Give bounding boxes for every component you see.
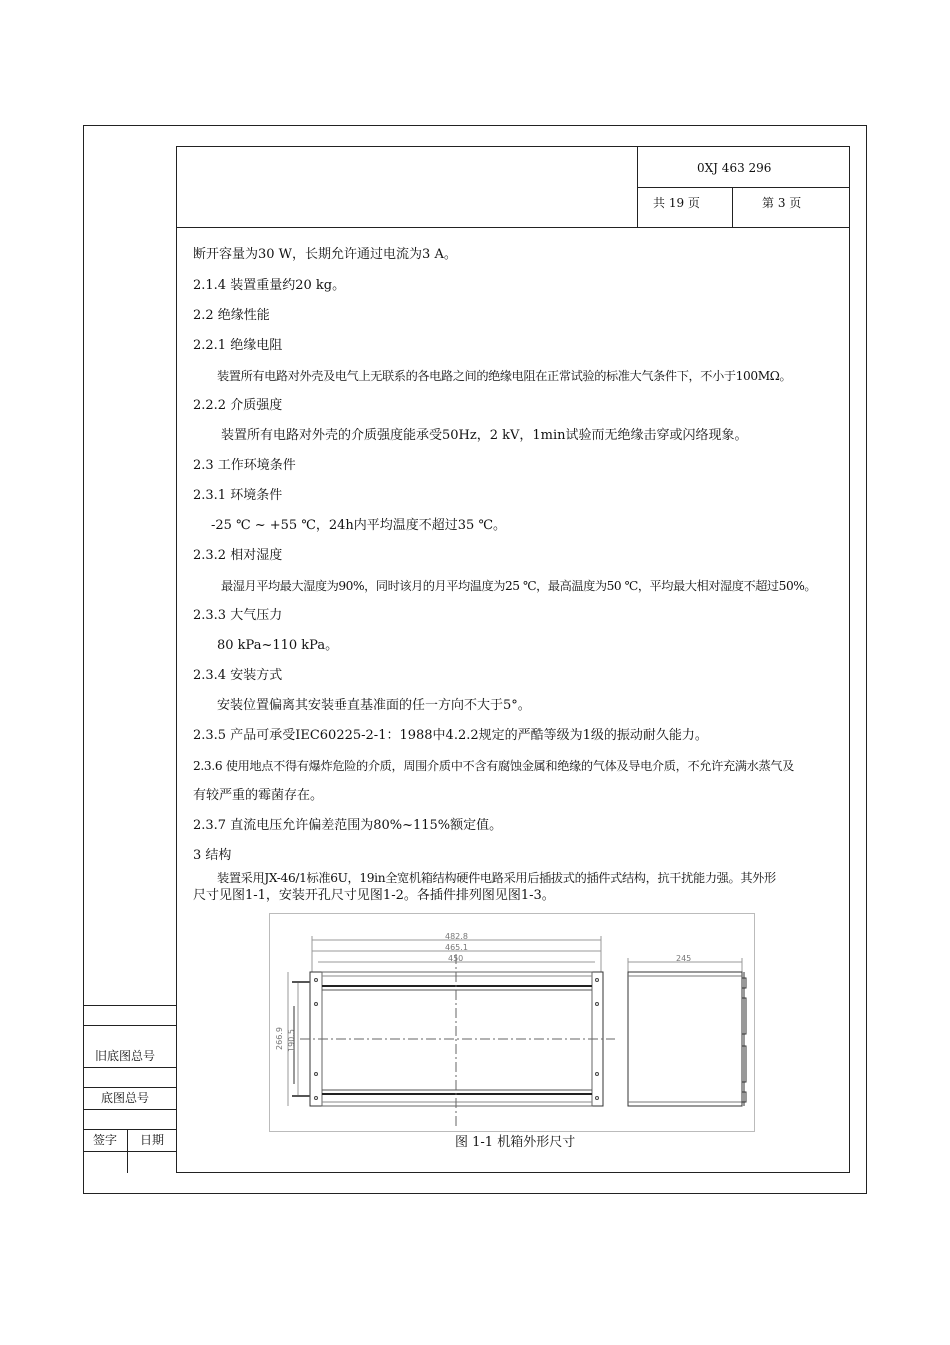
text-line: 断开容量为30 W，长期允许通过电流为3 A。: [193, 247, 457, 262]
text-line: 最湿月平均最大湿度为90%，同时该月的月平均温度为25 ℃，最高温度为50 ℃，平均最大相对湿度不超过50%。: [221, 579, 817, 593]
side-row-line: [83, 1005, 176, 1006]
text-line: 装置所有电路对外壳的介质强度能承受50Hz，2 kV，1min试验而无绝缘击穿或闪络现象。: [221, 428, 748, 443]
side-col-line: [127, 1129, 128, 1173]
dim-label: 190.5: [286, 1029, 296, 1052]
section-heading: 2.3.3 大气压力: [193, 608, 283, 623]
dim-label: 482.8: [445, 932, 468, 941]
side-row-line: [83, 1151, 176, 1152]
section-heading: 2.3.2 相对湿度: [193, 548, 283, 563]
figure-box: [269, 913, 755, 1132]
side-row-line: [83, 1067, 176, 1068]
signature-label: 签字: [93, 1133, 118, 1147]
section-heading: 2.3.4 安装方式: [193, 668, 283, 683]
text-line: 2.3.7 直流电压允许偏差范围为80%~115%额定值。: [193, 818, 503, 833]
text-line: 有较严重的霉菌存在。: [193, 788, 324, 803]
section-heading: 2.2.2 介质强度: [193, 398, 283, 413]
section-heading: 2.2.1 绝缘电阻: [193, 338, 283, 353]
section-heading: 2.3.1 环境条件: [193, 488, 283, 503]
text-line: 2.1.4 装置重量约20 kg。: [193, 278, 346, 293]
doc-code: 0XJ 463 296: [697, 161, 772, 175]
current-page: 第 3 页: [762, 196, 802, 210]
total-pages: 共 19 页: [653, 196, 700, 210]
figure-caption: 图 1-1 机箱外形尺寸: [455, 1135, 576, 1150]
dim-label: 465.1: [445, 943, 468, 952]
section-heading: 3 结构: [193, 848, 232, 863]
header-page-divider: [732, 187, 733, 227]
base-total-label: 底图总号: [101, 1091, 150, 1105]
dim-label: 245: [676, 954, 692, 963]
text-line: 安装位置偏离其安装垂直基准面的任一方向不大于5°。: [217, 698, 531, 713]
side-row-line: [83, 1129, 176, 1130]
side-row-line: [83, 1109, 176, 1110]
text-line: 装置所有电路对外壳及电气上无联系的各电路之间的绝缘电阻在正常试验的标准大气条件下，不小于100MΩ。: [217, 369, 792, 383]
text-line: 80 kPa~110 kPa。: [217, 638, 339, 653]
section-heading: 2.2 绝缘性能: [193, 308, 270, 323]
dim-label: 450: [448, 954, 464, 963]
text-line: -25 ℃ ~ +55 ℃，24h内平均温度不超过35 ℃。: [211, 518, 507, 533]
dim-label: 266.9: [274, 1027, 284, 1050]
old-base-total-label: 旧底图总号: [95, 1049, 156, 1063]
text-line: 尺寸见图1-1，安装开孔尺寸见图1-2。各插件排列图见图1-3。: [193, 888, 555, 903]
side-row-line: [83, 1025, 176, 1026]
date-label: 日期: [140, 1133, 165, 1147]
side-row-line: [83, 1087, 176, 1088]
text-line: 装置采用JX-46/1标准6U，19in全宽机箱结构硬件电路采用后插拔式的插件式结构，抗干扰能力强。其外形: [217, 871, 776, 885]
text-line: 2.3.5 产品可承受IEC60225-2-1：1988中4.2.2规定的严酷等级为1级的振动耐久能力。: [193, 728, 708, 743]
header-mid-line: [637, 187, 850, 188]
section-heading: 2.3 工作环境条件: [193, 458, 296, 473]
header-divider: [176, 227, 850, 228]
chassis-drawing: [270, 914, 756, 1133]
text-line: 2.3.6 使用地点不得有爆炸危险的介质，周围介质中不含有腐蚀金属和绝缘的气体及导电介质，不允许充满水蒸气及: [193, 759, 794, 773]
